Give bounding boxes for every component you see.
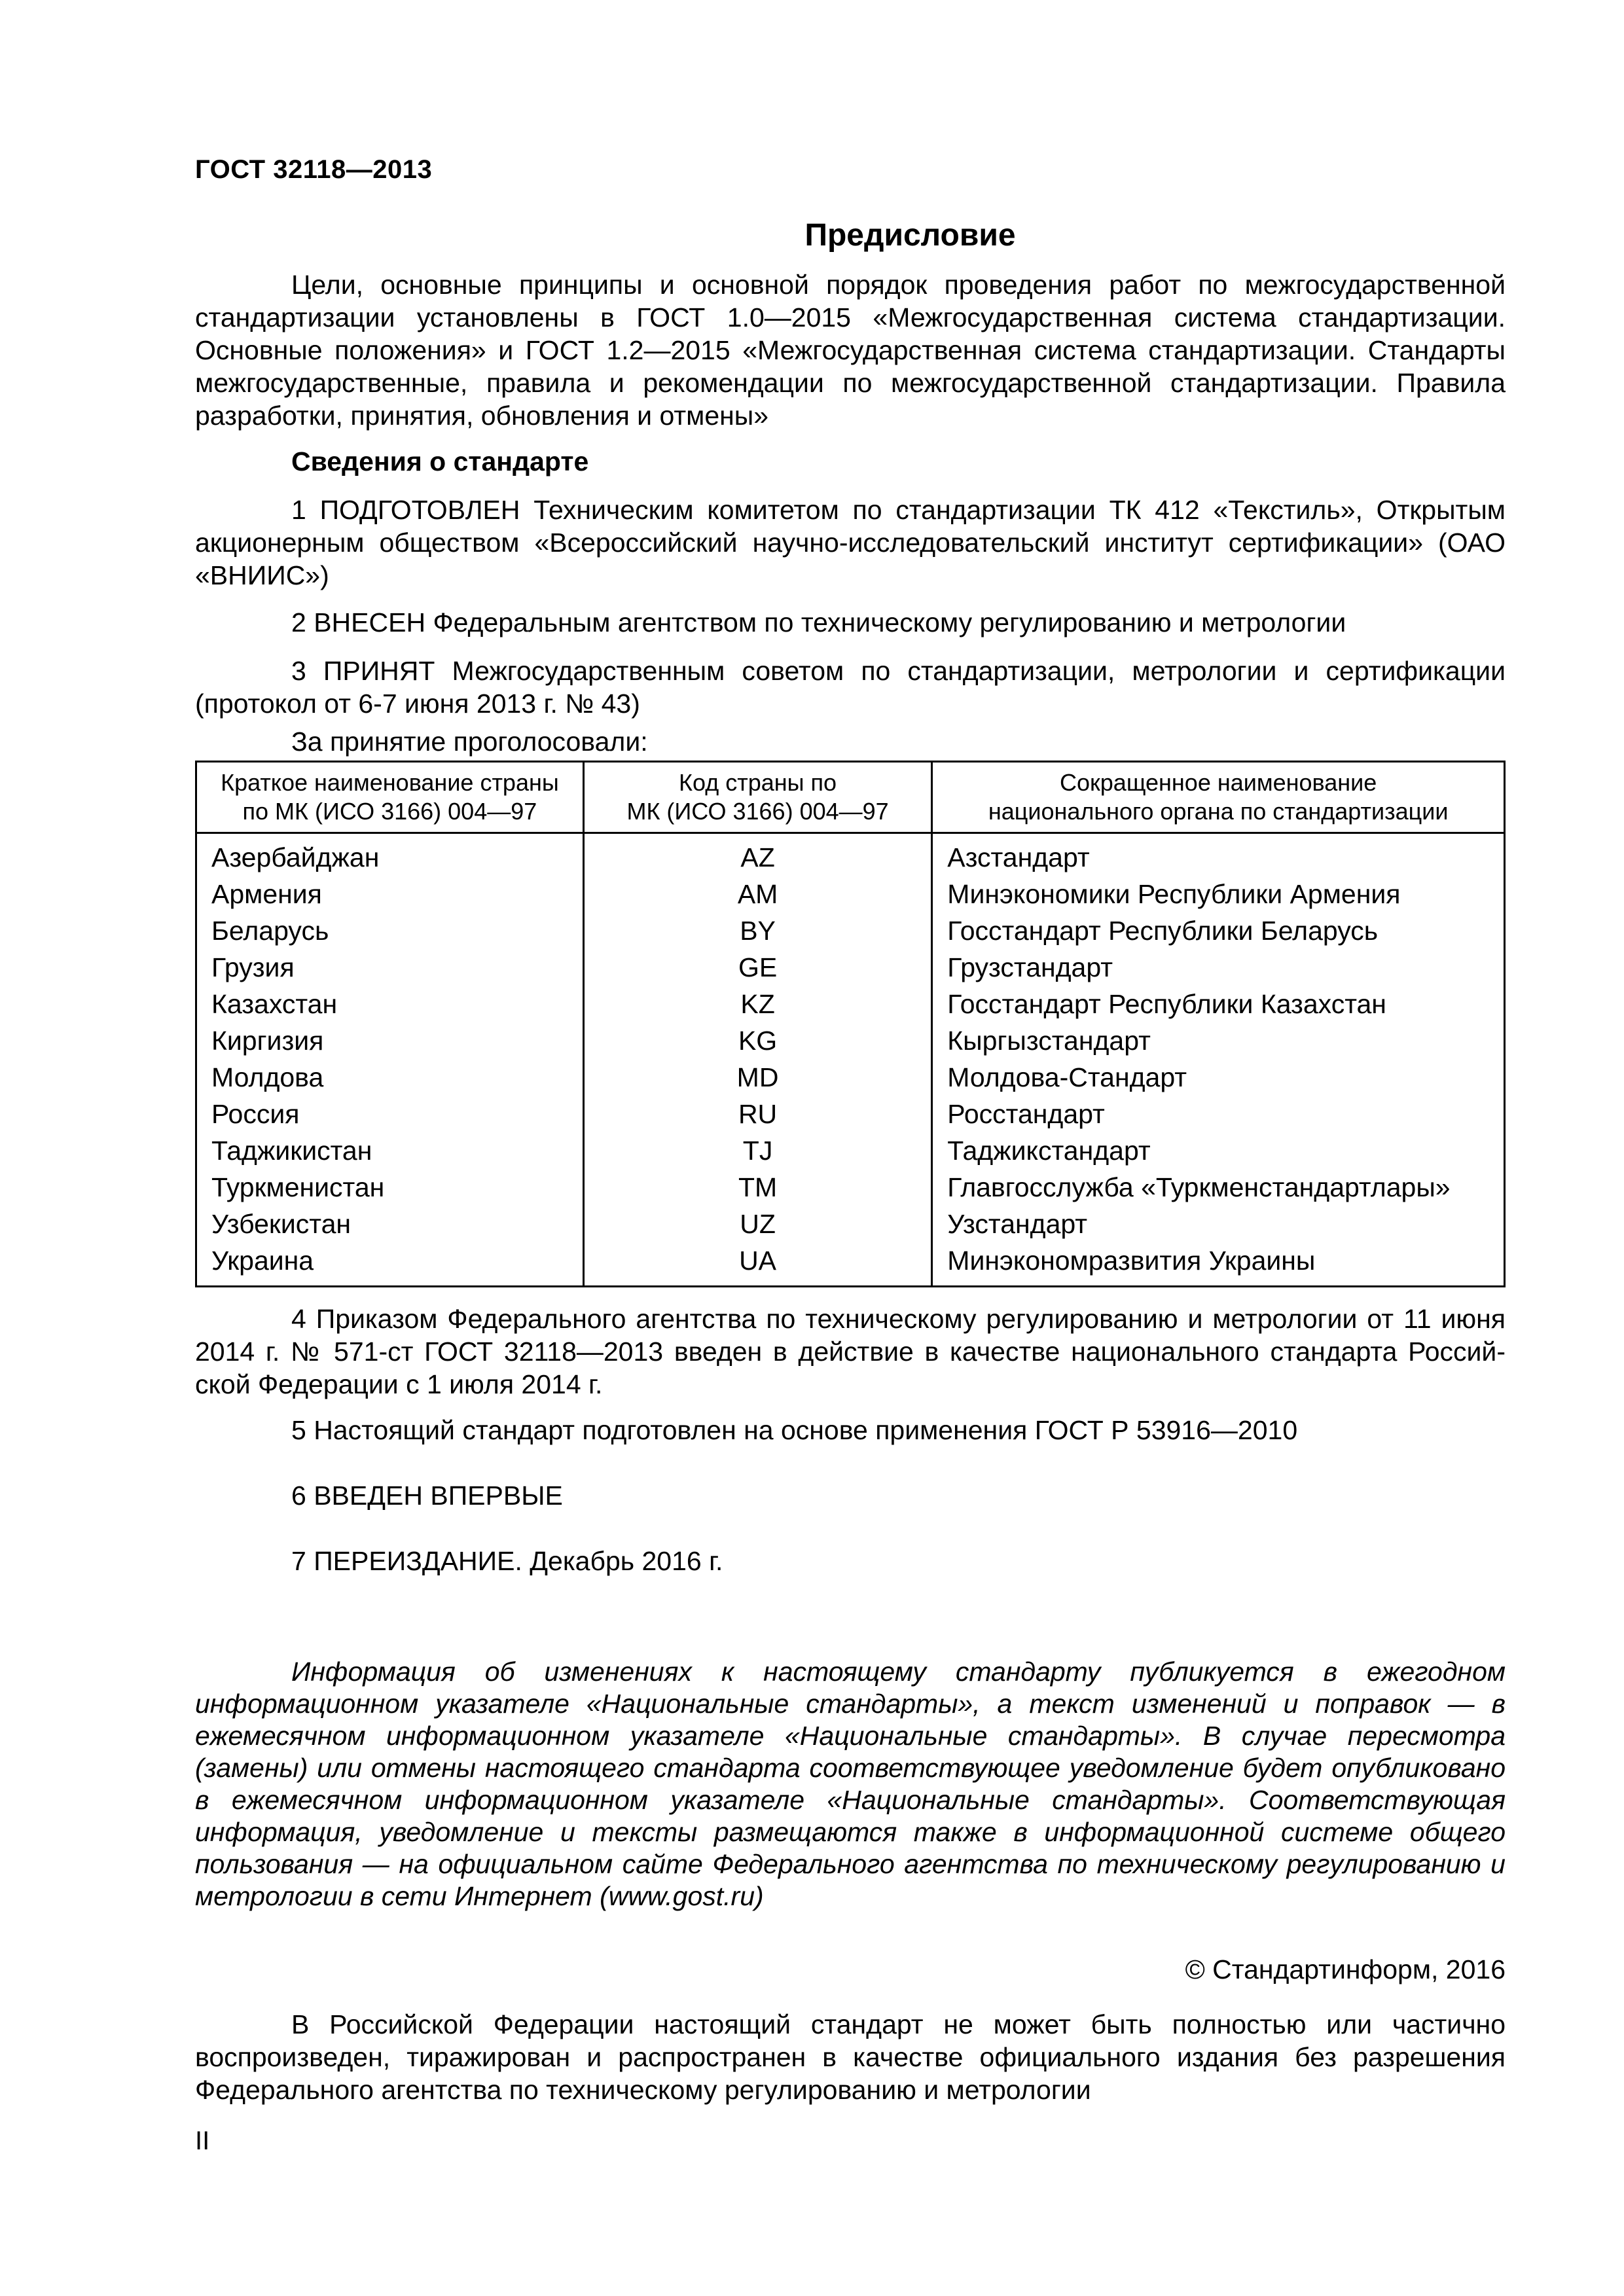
body-cell: Молдова-Стандарт: [932, 1059, 1505, 1096]
intro-paragraph: Цели, основные принципы и основной порядок проведения работ по межгосударственной стандартизации установлены в ГОСТ 1.0—2015 «Межгосударственная система стандартизации. Основные положения» и ГОСТ 1.2—2015 «Межгосударственная система стандартизации. Стандарты межгосударственные, правила и рекомендации по межгосударственной стандартизации. Правила разработки, принятия, обновления и отмены»: [195, 270, 1506, 431]
item-basis: 5 Настоящий стандарт подготовлен на основе применения ГОСТ Р 53916—2010: [291, 1415, 1298, 1445]
body-cell: Кыргызстандарт: [932, 1022, 1505, 1059]
country-cell: Армения: [196, 876, 584, 912]
code-cell: RU: [583, 1096, 931, 1132]
code-cell: MD: [583, 1059, 931, 1096]
table-row: [196, 1022, 1505, 1059]
item-prepared: 1 ПОДГОТОВЛЕН Техническим комитетом по стандартизации ТК 412 «Текстиль», Открытым акционерным обществом «Всероссийский научно-исследовательский институт сертификации» (ОАО «ВНИИС»): [195, 495, 1506, 590]
body-cell: Госстандарт Республики Казахстан: [932, 986, 1505, 1022]
body-cell: Минэкономики Республики Армения: [932, 876, 1505, 912]
table-row: [196, 986, 1505, 1022]
changes-note: Информация об изменениях к настоящему стандарту публикуется в ежегодном информационном указателе «Национальные стандарты», а текст изменений и поправок — в ежемесячном информационном указателе «Национальные стандарты». В случае пересмотра (замены) или отмены настоящего стандарта соответствующее уведомление будет опубликовано в ежемесячном информационном указателе «Национальные стандарты». Соответствующая информация, уведомление и тексты размещаются также в информационной системе общего пользования — на официальном сайте Федерального агентства по техническому регулированию и метрологии в сети Интернет (www.gost.ru): [195, 1657, 1506, 1911]
country-cell: Россия: [196, 1096, 584, 1132]
copyright: © Стандартинформ, 2016: [1185, 1954, 1506, 1984]
code-cell: UZ: [583, 1206, 931, 1242]
column-header-body: Сокращенное наименование национального органа по стандартизации: [932, 762, 1505, 833]
table-row: [196, 1169, 1505, 1206]
item-first-introduced: 6 ВВЕДЕН ВПЕРВЫЕ: [291, 1480, 563, 1511]
table-row: [196, 1059, 1505, 1096]
table-row: [196, 833, 1505, 876]
code-cell: KZ: [583, 986, 931, 1022]
item-submitted: 2 ВНЕСЕН Федеральным агентством по техническому регулированию и метрологии: [291, 607, 1346, 637]
code-cell: AM: [583, 876, 931, 912]
page-title: Предисловие: [804, 218, 1016, 253]
code-cell: BY: [583, 912, 931, 949]
body-cell: Росстандарт: [932, 1096, 1505, 1132]
country-cell: Казахстан: [196, 986, 584, 1022]
body-cell: Таджикстандарт: [932, 1132, 1505, 1169]
document-code: ГОСТ 32118—2013: [195, 155, 433, 184]
country-cell: Азербайджан: [196, 833, 584, 876]
body-cell: Главгосслужба «Туркменстандартлары»: [932, 1169, 1505, 1206]
item-adopted: 3 ПРИНЯТ Межгосударственным советом по стандартизации, метрологии и сертификации (протокол от 6-7 июня 2013 г. № 43): [195, 656, 1506, 719]
column-header-country: Краткое наименование страны по МК (ИСО 3166) 004—97: [196, 762, 584, 833]
country-cell: Узбекистан: [196, 1206, 584, 1242]
country-cell: Украина: [196, 1242, 584, 1287]
country-cell: Таджикистан: [196, 1132, 584, 1169]
code-cell: GE: [583, 949, 931, 986]
body-cell: Грузстандарт: [932, 949, 1505, 986]
standard-info-heading: Сведения о стандарте: [291, 446, 589, 476]
code-cell: KG: [583, 1022, 931, 1059]
code-cell: AZ: [583, 833, 931, 876]
reproduction-note: В Российской Федерации настоящий стандарт не может быть полностью или частично воспроизведен, тиражирован и распространен в качестве официального издания без разрешения Федерального агентства по техническому регулированию и метрологии: [195, 2009, 1506, 2105]
table-header-row: [196, 762, 1505, 833]
country-cell: Туркменистан: [196, 1169, 584, 1206]
code-cell: TM: [583, 1169, 931, 1206]
column-header-code: Код страны по МК (ИСО 3166) 004—97: [583, 762, 931, 833]
table-row: [196, 949, 1505, 986]
body-cell: Минэкономразвития Украины: [932, 1242, 1505, 1287]
country-cell: Беларусь: [196, 912, 584, 949]
code-cell: TJ: [583, 1132, 931, 1169]
page-number: II: [195, 2126, 210, 2155]
country-cell: Грузия: [196, 949, 584, 986]
country-cell: Молдова: [196, 1059, 584, 1096]
country-cell: Киргизия: [196, 1022, 584, 1059]
body-cell: Узстандарт: [932, 1206, 1505, 1242]
body-cell: Госстандарт Республики Беларусь: [932, 912, 1505, 949]
table-row: [196, 1096, 1505, 1132]
table-row: [196, 1242, 1505, 1287]
voted-label: За принятие проголосовали:: [291, 726, 648, 757]
table-row: [196, 876, 1505, 912]
table-row: [196, 912, 1505, 949]
countries-table: [195, 761, 1506, 1287]
item-order: 4 Приказом Федерального агентства по техническому регулированию и метрологии от 11 июня 2014 г. № 571-ст ГОСТ 32118—2013 введен в действие в качестве национального стандарта Россий-ской Федерации с 1 июля 2014 г.: [195, 1304, 1506, 1399]
body-cell: Азстандарт: [932, 833, 1505, 876]
table-row: [196, 1206, 1505, 1242]
item-reissue: 7 ПЕРЕИЗДАНИЕ. Декабрь 2016 г.: [291, 1546, 723, 1576]
table-row: [196, 1132, 1505, 1169]
code-cell: UA: [583, 1242, 931, 1287]
